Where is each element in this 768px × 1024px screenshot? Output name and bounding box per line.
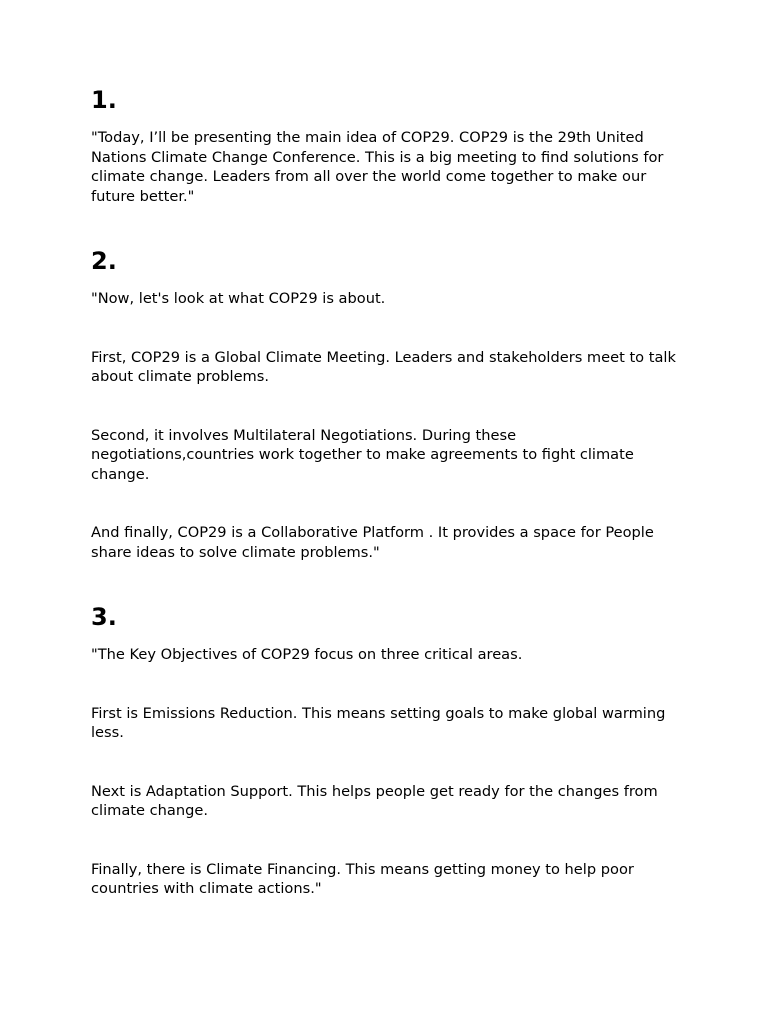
section-heading: 3. xyxy=(91,603,117,631)
paragraph: Finally, there is Climate Financing. This means getting money to help poor countries with climate actions." xyxy=(91,860,634,897)
paragraph: "Today, I’ll be presenting the main idea of COP29. COP29 is the 29th United Nations Climate Change Conference. This is a big meeting to find solutions for climate change. Leaders from all over the world come together to make our future better." xyxy=(91,129,664,205)
paragraph: "Now, let's look at what COP29 is about. xyxy=(91,290,386,307)
paragraph: First is Emissions Reduction. This means setting goals to make global warming less. xyxy=(91,704,666,741)
paragraph: And finally, COP29 is a Collaborative Platform . It provides a space for People share ideas to solve climate problems." xyxy=(91,524,654,561)
section-heading: 1. xyxy=(91,86,117,114)
paragraph: First, COP29 is a Global Climate Meeting. Leaders and stakeholders meet to talk about climate problems. xyxy=(91,348,676,385)
section-heading: 2. xyxy=(91,247,117,275)
document-page xyxy=(91,84,681,899)
section-2 xyxy=(91,245,681,562)
section-3 xyxy=(91,601,681,899)
section-1 xyxy=(91,84,681,206)
paragraph: "The Key Objectives of COP29 focus on three critical areas. xyxy=(91,646,523,663)
paragraph: Next is Adaptation Support. This helps people get ready for the changes from climate change. xyxy=(91,782,658,819)
paragraph: Second, it involves Multilateral Negotiations. During these negotiations,countries work together to make agreements to fight climate change. xyxy=(91,426,634,483)
